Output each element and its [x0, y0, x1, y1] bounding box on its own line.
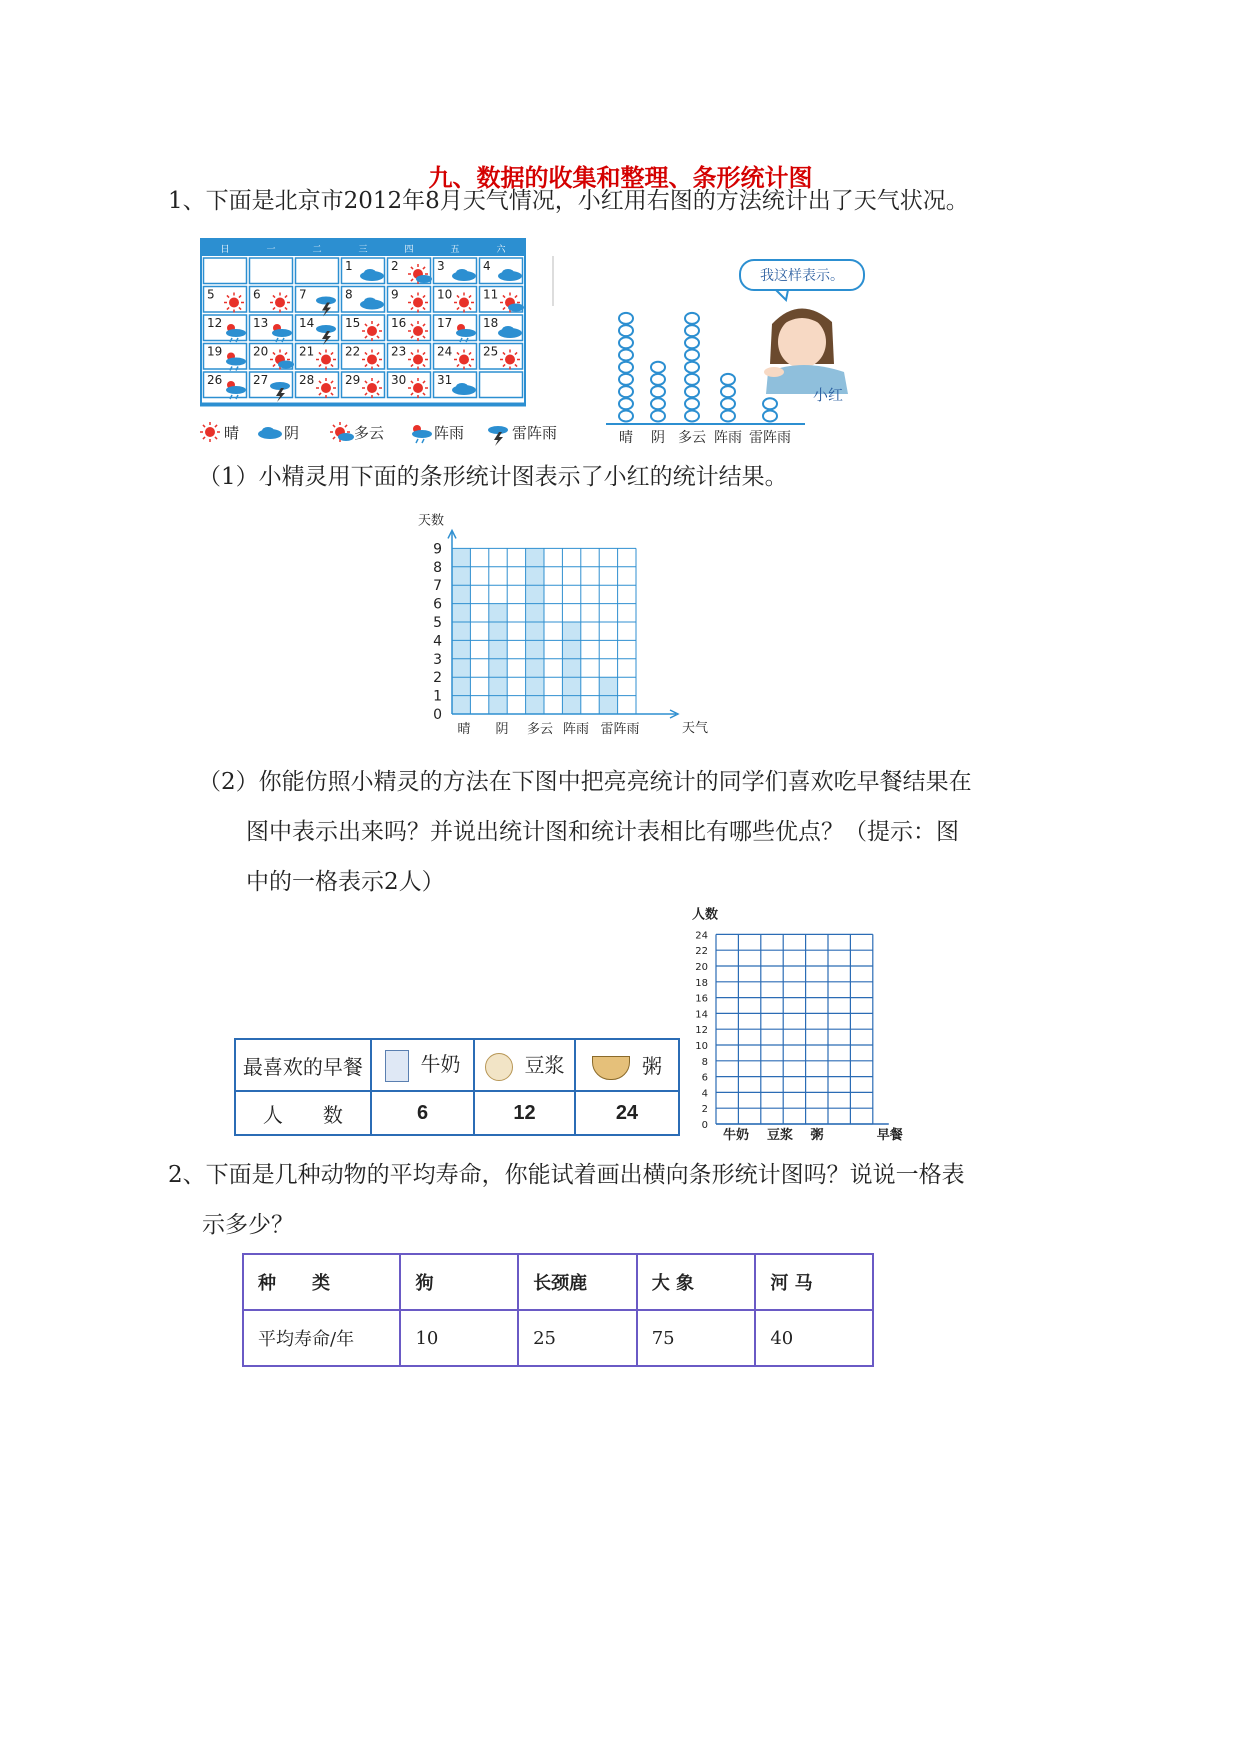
tally-circle: [651, 411, 665, 422]
sunny-weather-icon: [270, 293, 290, 313]
speech-bubble-tail: [776, 290, 788, 300]
y-tick-label: 1: [433, 688, 442, 705]
bar-多云: [526, 548, 544, 714]
tally-circle: [685, 374, 699, 385]
sunny-weather-icon: [408, 350, 428, 370]
weekday-label: 四: [404, 245, 414, 255]
sub-question-1: （1）小精灵用下面的条形统计图表示了小红的统计结果。: [198, 464, 788, 490]
breakfast-count-porridge: 24: [575, 1091, 679, 1135]
girl-illustration: [764, 308, 848, 394]
circle-statistics: [600, 254, 900, 454]
breakfast-count-soymilk: 12: [474, 1091, 575, 1135]
weekday-label: 二: [312, 245, 322, 255]
tally-circle: [763, 398, 777, 409]
tally-circle: [619, 374, 633, 385]
question-2-line-2: 示多少？: [202, 1212, 294, 1238]
tally-circle: [685, 411, 699, 422]
animal-header-giraffe: 长颈鹿: [518, 1254, 637, 1310]
circle-label: 多云: [678, 430, 706, 446]
calendar-day-number: 13: [253, 316, 269, 330]
calendar-day-number: 7: [299, 287, 307, 302]
y-tick-label: 6: [433, 596, 442, 613]
weather-bar-chart-svg: [410, 514, 710, 744]
sunny-weather-icon: [316, 350, 336, 370]
calendar-day-number: 14: [299, 316, 315, 330]
x-tick-label: 牛奶: [722, 1128, 750, 1143]
sub-question-2: [198, 757, 998, 907]
tally-circle: [619, 325, 633, 336]
legend-label-partly: 多云: [354, 424, 385, 442]
sunny-weather-icon: [316, 378, 336, 398]
y-axis-label: 人数: [692, 907, 719, 923]
breakfast-bar-chart: [680, 898, 903, 1152]
animal-header-dog: 狗: [400, 1254, 518, 1310]
calendar-day-number: 2: [391, 259, 399, 273]
y-tick-label: 6: [701, 1072, 708, 1084]
y-tick-label: 7: [433, 578, 442, 595]
sunny-weather-icon: [200, 422, 220, 442]
animal-header-elephant: 大 象: [637, 1254, 756, 1310]
calendar-day-number: 23: [391, 344, 407, 359]
animal-lifespan-table: [242, 1253, 874, 1367]
tally-circle: [651, 386, 665, 397]
weather-bar-chart: [410, 514, 710, 748]
tally-circle: [685, 325, 699, 336]
breakfast-item-porridge: 粥: [575, 1039, 679, 1091]
y-tick-label: 8: [701, 1056, 708, 1068]
calendar-cell: [250, 258, 293, 284]
calendar-day-number: 19: [207, 344, 223, 359]
y-tick-label: 20: [695, 962, 708, 973]
x-tick-label: 粥: [810, 1128, 824, 1143]
tally-circle: [721, 411, 735, 422]
tally-circle: [651, 374, 665, 385]
sunny-weather-icon: [408, 293, 428, 313]
x-axis-label: 早餐: [876, 1128, 903, 1143]
tally-circle: [763, 411, 777, 422]
tally-circle: [721, 374, 735, 385]
calendar-day-number: 31: [437, 373, 453, 387]
weekday-label: 日: [220, 245, 230, 255]
animal-header-hippo: 河 马: [755, 1254, 873, 1310]
question-2-text: [168, 1150, 965, 1250]
breakfast-item-soymilk: 豆浆: [474, 1039, 575, 1091]
tally-circle: [619, 350, 633, 361]
sub-question-2-line-2: 图中表示出来吗？并说出统计图和统计表相比有哪些优点？（提示：图: [246, 819, 959, 845]
tally-circle: [619, 398, 633, 409]
girl-name: 小红: [812, 386, 844, 404]
calendar-day-number: 12: [207, 316, 223, 330]
calendar-day-number: 28: [299, 373, 315, 387]
calendar-day-number: 9: [391, 287, 399, 302]
animal-lifespan-elephant: 75: [637, 1310, 756, 1366]
y-tick-label: 0: [433, 707, 442, 723]
circle-stats-svg: [600, 254, 900, 450]
tally-circle: [619, 411, 633, 422]
question-1-text: 1、下面是北京市2012年8月天气情况，小红用右图的方法统计出了天气状况。: [168, 188, 969, 214]
x-tick-label: 阴: [495, 722, 509, 737]
y-tick-label: 4: [701, 1088, 708, 1100]
tally-circle: [685, 362, 699, 373]
x-axis-label: 天气: [682, 721, 709, 736]
rain-weather-icon: [412, 425, 432, 443]
breakfast-header: 最喜欢的早餐: [235, 1039, 371, 1091]
y-tick-label: 9: [433, 541, 442, 558]
porridge-bowl-icon: [592, 1056, 630, 1080]
calendar-day-number: 17: [437, 316, 453, 330]
calendar-day-number: 3: [437, 259, 445, 273]
milk-icon: [385, 1050, 409, 1082]
x-tick-label: 晴: [457, 722, 471, 737]
tally-circle: [619, 362, 633, 373]
calendar-cell: [296, 258, 339, 284]
breakfast-row-label: 人 数: [235, 1091, 371, 1135]
calendar-day-number: 18: [483, 316, 499, 330]
calendar-cell: [204, 258, 247, 284]
sunny-weather-icon: [224, 293, 244, 313]
x-tick-label: 多云: [526, 722, 554, 737]
circle-label: 雷阵雨: [749, 430, 791, 446]
breakfast-count-milk: 6: [371, 1091, 474, 1135]
partly-weather-icon: [330, 422, 354, 442]
tally-circle: [619, 386, 633, 397]
breakfast-bar-chart-svg: [680, 898, 903, 1148]
sunny-weather-icon: [454, 350, 474, 370]
y-tick-label: 24: [695, 930, 708, 942]
y-tick-label: 2: [701, 1104, 708, 1116]
bar-阵雨: [562, 622, 580, 714]
legend-label-thunder: 雷阵雨: [512, 424, 558, 442]
animal-lifespan-giraffe: 25: [518, 1310, 637, 1366]
soymilk-icon: [485, 1053, 513, 1081]
tally-circle: [651, 398, 665, 409]
legend-label-rain: 阵雨: [434, 424, 465, 442]
calendar-day-number: 4: [483, 259, 491, 273]
sunny-weather-icon: [408, 378, 428, 398]
calendar-cell: [480, 372, 523, 398]
sunny-weather-icon: [500, 350, 520, 370]
question-2-line-1: 2、下面是几种动物的平均寿命，你能试着画出横向条形统计图吗？说说一格表: [168, 1162, 965, 1188]
animal-lifespan-dog: 10: [400, 1310, 518, 1366]
tally-circle: [651, 362, 665, 373]
tally-circle: [619, 313, 633, 324]
tally-circle: [685, 337, 699, 348]
animal-row-label: 平均寿命/年: [243, 1310, 400, 1366]
bar-晴: [452, 548, 470, 714]
weekday-label: 五: [450, 245, 460, 255]
weekday-label: 三: [358, 245, 368, 255]
calendar-day-number: 1: [345, 259, 353, 273]
x-tick-label: 豆浆: [766, 1128, 794, 1143]
tally-circle: [685, 398, 699, 409]
calendar-day-number: 30: [391, 373, 407, 387]
calendar-day-number: 6: [253, 287, 261, 302]
thunder-weather-icon: [488, 426, 508, 446]
tally-circle: [685, 313, 699, 324]
x-tick-label: 阵雨: [562, 722, 590, 737]
legend-label-cloudy: 阴: [284, 424, 300, 442]
calendar-day-number: 21: [299, 344, 315, 359]
page-title: 九、数据的收集和整理、条形统计图: [428, 163, 813, 192]
sunny-weather-icon: [362, 350, 382, 370]
y-tick-label: 5: [433, 615, 442, 631]
calendar-day-number: 24: [437, 344, 453, 359]
y-tick-label: 14: [695, 1009, 708, 1021]
y-tick-label: 18: [695, 977, 708, 989]
y-tick-label: 2: [433, 670, 442, 687]
y-tick-label: 16: [695, 993, 708, 1005]
calendar-day-number: 20: [253, 344, 269, 359]
legend-label-sunny: 晴: [224, 424, 240, 442]
sub-question-2-line-1: （2）你能仿照小精灵的方法在下图中把亮亮统计的同学们喜欢吃早餐结果在: [198, 769, 972, 795]
sunny-weather-icon: [408, 321, 428, 341]
sunny-weather-icon: [362, 378, 382, 398]
circle-label: 晴: [619, 430, 633, 446]
weekday-label: 一: [266, 245, 276, 255]
weather-calendar: [198, 236, 558, 452]
tally-circle: [619, 337, 633, 348]
circle-label: 阵雨: [714, 430, 742, 446]
circle-label: 阴: [651, 430, 665, 446]
cloudy-weather-icon: [258, 427, 282, 439]
sunny-weather-icon: [362, 321, 382, 341]
weekday-label: 六: [496, 245, 506, 255]
calendar-day-number: 8: [345, 287, 353, 302]
calendar-day-number: 5: [207, 287, 215, 302]
x-tick-label: 雷阵雨: [600, 722, 640, 737]
sub-question-2-line-3: 中的一格表示2人）: [246, 869, 445, 895]
y-tick-label: 22: [695, 946, 708, 958]
y-tick-label: 0: [701, 1120, 708, 1131]
calendar-day-number: 22: [345, 344, 361, 359]
calendar-svg: [198, 236, 558, 448]
calendar-day-number: 29: [345, 373, 361, 387]
y-tick-label: 8: [433, 559, 442, 576]
tally-circle: [721, 398, 735, 409]
calendar-day-number: 11: [483, 287, 499, 302]
tally-circle: [721, 386, 735, 397]
y-tick-label: 12: [695, 1025, 708, 1037]
sunny-weather-icon: [454, 293, 474, 313]
breakfast-item-milk: 牛奶: [371, 1039, 474, 1091]
calendar-day-number: 15: [345, 316, 361, 330]
y-axis-label: 天数: [418, 513, 445, 529]
calendar-day-number: 10: [437, 287, 453, 302]
y-tick-label: 3: [433, 651, 442, 668]
animal-header-kind: 种 类: [243, 1254, 400, 1310]
y-tick-label: 10: [695, 1041, 708, 1052]
breakfast-table: [234, 1038, 680, 1136]
tally-circle: [685, 350, 699, 361]
calendar-day-number: 26: [207, 373, 223, 387]
speech-bubble-text: 我这样表示。: [760, 268, 844, 284]
calendar-day-number: 16: [391, 316, 407, 330]
y-tick-label: 4: [433, 633, 442, 650]
calendar-day-number: 25: [483, 344, 499, 359]
calendar-day-number: 27: [253, 373, 269, 387]
tally-circle: [685, 386, 699, 397]
animal-lifespan-hippo: 40: [755, 1310, 873, 1366]
